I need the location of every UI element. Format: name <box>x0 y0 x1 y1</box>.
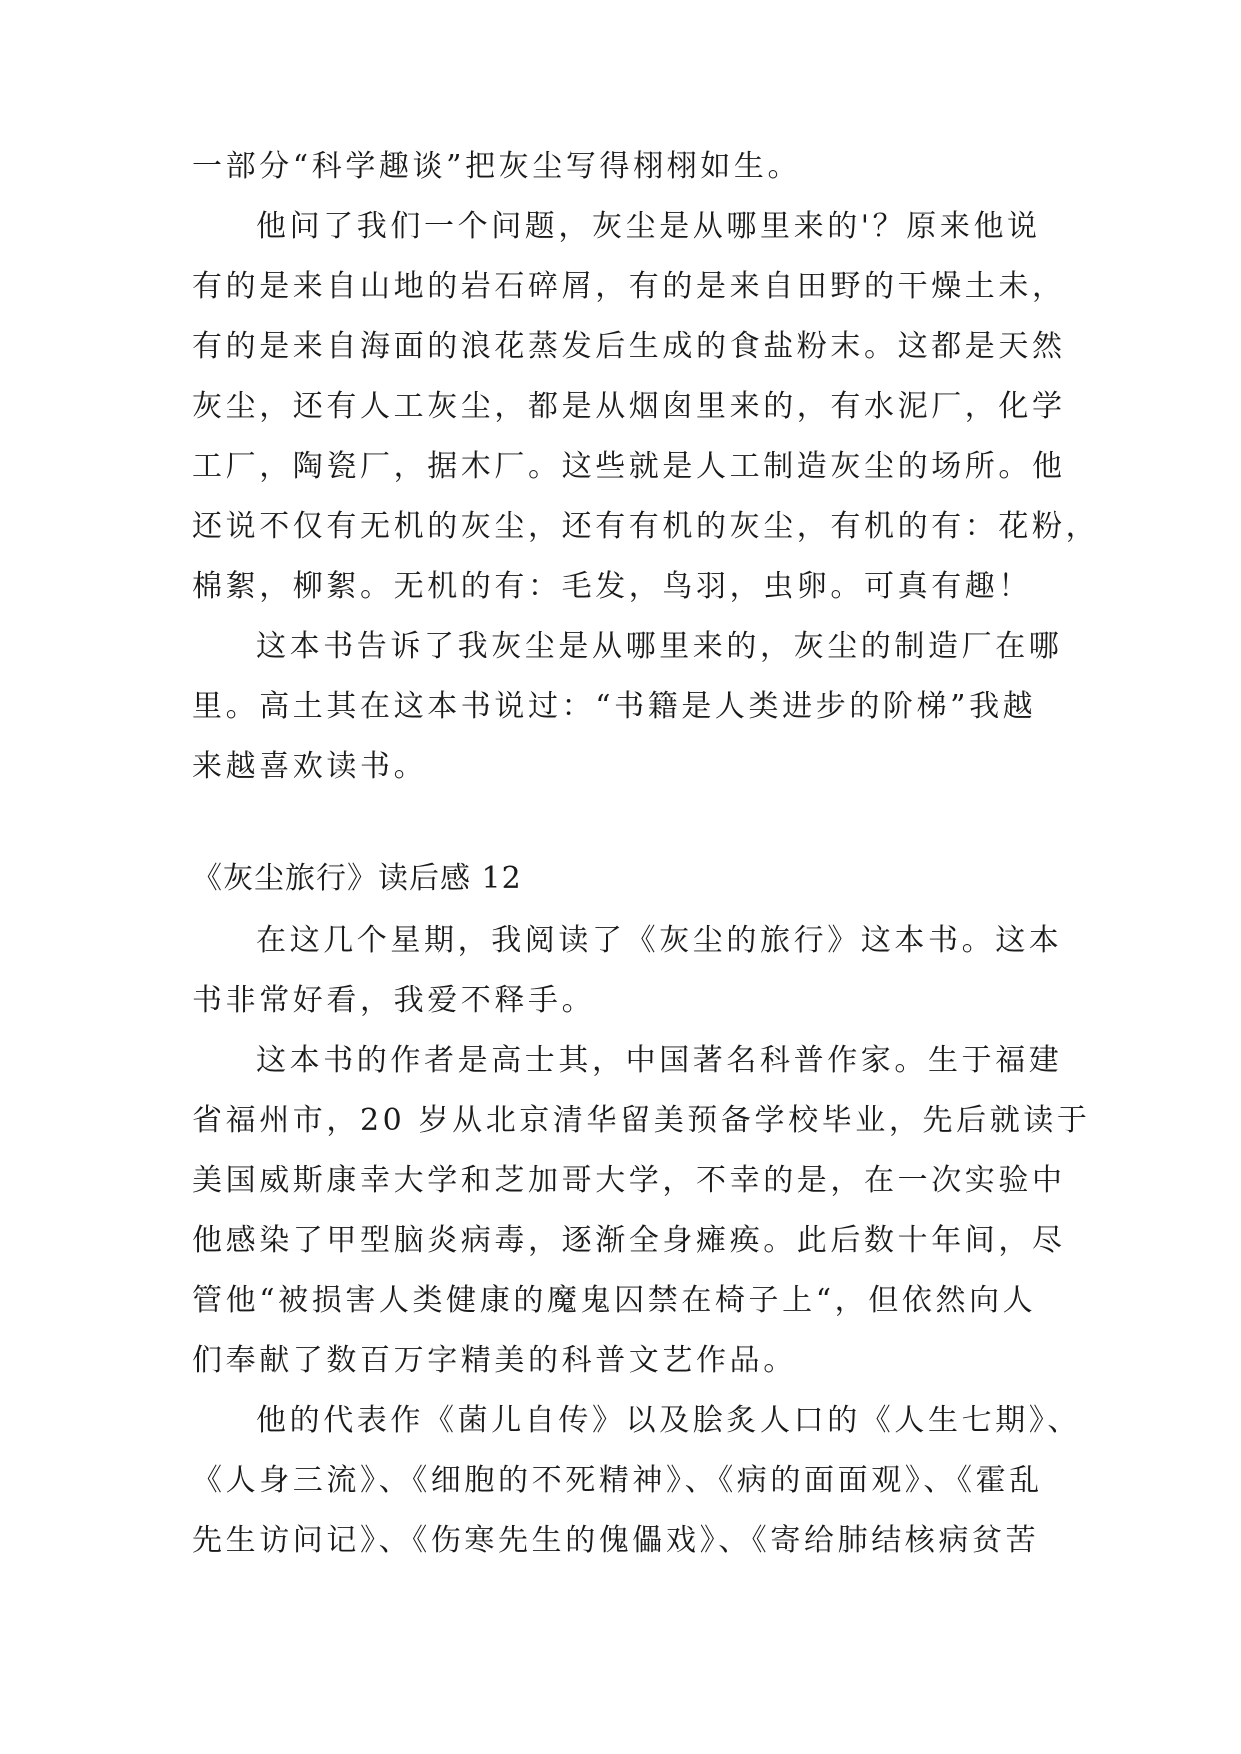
text-line: 《人身三流》、《细胞的不死精神》、《病的面面观》、《霍乱 <box>192 1463 1043 1498</box>
text-line: 有的是来自山地的岩石碎屑，有的是来自田野的干燥土未， <box>192 269 1066 304</box>
text-line: 们奉献了数百万字精美的科普文艺作品。 <box>192 1343 797 1378</box>
text-line: 灰尘，还有人工灰尘，都是从烟囱里来的，有水泥厂，化学 <box>192 389 1066 424</box>
text-line: 这本书的作者是高士其，中国著名科普作家。生于福建 <box>256 1043 1063 1078</box>
text-line: 他的代表作《菌儿自传》以及脍炙人口的《人生七期》、 <box>256 1403 1081 1438</box>
text-line: 有的是来自海面的浪花蒸发后生成的食盐粉末。这都是天然 <box>192 329 1066 364</box>
text-line: 工厂，陶瓷厂，据木厂。这些就是人工制造灰尘的场所。他 <box>192 449 1066 484</box>
text-line: 书非常好看，我爱不释手。 <box>192 983 596 1018</box>
text-line: 管他“被损害人类健康的魔鬼囚禁在椅子上“，但依然向人 <box>192 1283 1037 1318</box>
text-line: 来越喜欢读书。 <box>192 749 428 784</box>
text-line: 美国威斯康幸大学和芝加哥大学，不幸的是，在一次实验中 <box>192 1163 1066 1198</box>
text-line: 省福州市，20 岁从北京清华留美预备学校毕业，先后就读于 <box>192 1103 1091 1138</box>
text-line: 先生访问记》、《伤寒先生的傀儡戏》、《寄给肺结核病贫苦 <box>192 1523 1040 1558</box>
text-line: 棉絮，柳絮。无机的有：毛发，鸟羽，虫卵。可真有趣！ <box>192 569 1032 604</box>
text-line: 在这几个星期，我阅读了《灰尘的旅行》这本书。这本 <box>256 923 1063 958</box>
text-line: 还说不仅有无机的灰尘，还有有机的灰尘，有机的有：花粉， <box>192 509 1100 544</box>
text-line: 里。高土其在这本书说过：“书籍是人类进步的阶梯”我越 <box>192 689 1037 724</box>
text-line: 他感染了甲型脑炎病毒，逐渐全身瘫痪。此后数十年间，尽 <box>192 1223 1066 1258</box>
text-line: 一部分“科学趣谈”把灰尘写得栩栩如生。 <box>192 149 802 184</box>
section-heading: 《灰尘旅行》读后感 12 <box>192 861 522 896</box>
text-line: 这本书告诉了我灰尘是从哪里来的，灰尘的制造厂在哪 <box>256 629 1063 664</box>
text-line: 他问了我们一个问题，灰尘是从哪里来的'？原来他说 <box>256 209 1041 244</box>
